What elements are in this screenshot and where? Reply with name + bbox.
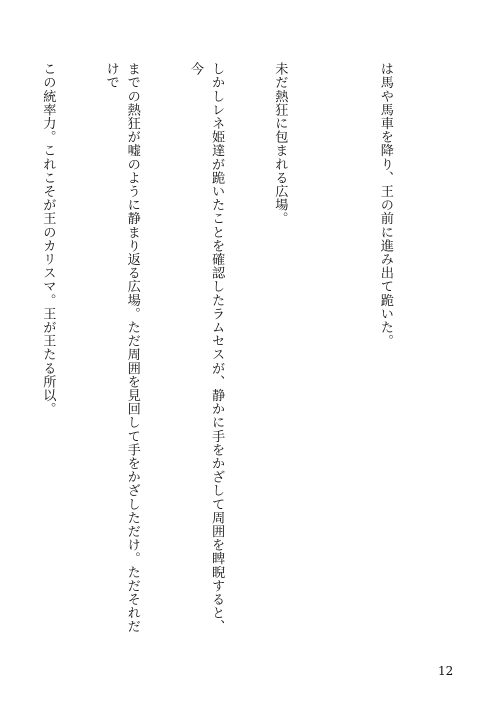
text-line: 未だ熱狂に包まれる広場。 <box>272 62 288 226</box>
text-line: この統率力。これこそが王のカリスマ。王が王たる所以。 <box>40 62 56 416</box>
text-line: は馬や馬車を降り、王の前に進み出て跪いた。 <box>377 62 393 348</box>
text-line: しかしレネ姫達が跪いたことを確認したラムセスが、静かに手をかざして周囲を睥睨すると、今 <box>187 62 225 634</box>
page-number: 12 <box>438 664 454 678</box>
vertical-text-body <box>0 62 438 644</box>
text-line: までの熱狂が嘘のように静まり返る広場。ただ周囲を見回して手をかざしただけ。ただそれだけで <box>103 62 140 634</box>
